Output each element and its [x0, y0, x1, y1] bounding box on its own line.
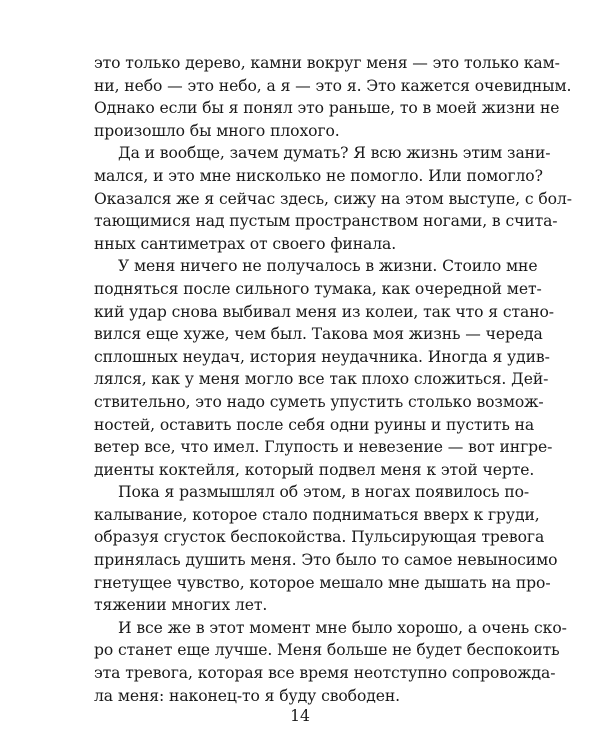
text-line: образуя сгусток беспокойства. Пульсирующая тревога — [94, 528, 545, 547]
text-line: ла меня: наконец-то я буду свободен. — [94, 686, 401, 705]
text-line: гнетущее чувство, которое мешало мне дышать на про- — [94, 573, 551, 592]
text-line: ветер все, что имел. Глупость и невезение — вот ингре- — [94, 438, 553, 457]
text-line: мался, и это мне нисколько не помогло. Или помогло? — [94, 166, 543, 185]
text-line: эта тревога, которая все время неотступно сопровожда- — [94, 664, 556, 683]
text-line: кий удар снова выбивал меня из колеи, так что я стано- — [94, 302, 554, 321]
text-line: диенты коктейля, который подвел меня к этой черте. — [94, 460, 535, 479]
text-line: нных сантиметрах от своего финала. — [94, 234, 397, 253]
text-line: калывание, которое стало подниматься вверх к груди, — [94, 505, 540, 524]
paragraph-2 — [94, 142, 572, 255]
paragraph-4 — [94, 481, 558, 617]
text-line: сплошных неудач, история неудачника. Иногда я удив- — [94, 347, 550, 366]
text-line: У меня ничего не получалось в жизни. Стоило мне — [118, 257, 538, 276]
text-line: ствительно, это надо суметь упустить столько возмож- — [94, 392, 544, 411]
text-line: это только дерево, камни вокруг меня — это только кам- — [94, 54, 560, 72]
text-line: принялась душить меня. Это было то самое невыносимо — [94, 551, 558, 570]
text-line: вился еще хуже, чем был. Такова моя жизнь — череда — [94, 325, 543, 344]
paragraph-5 — [94, 617, 567, 707]
body-text — [94, 52, 572, 707]
text-line: произошло бы много плохого. — [94, 121, 340, 140]
text-line: подняться после сильного тумака, как очередной мет- — [94, 279, 542, 298]
text-line: тяжении многих лет. — [94, 596, 268, 615]
text-line: Однако если бы я понял это раньше, то в моей жизни не — [94, 99, 560, 118]
text-line: ро станет еще лучше. Меня больше не будет беспокоить — [94, 641, 560, 660]
text-line: Пока я размышлял об этом, в ногах появилось по- — [118, 483, 530, 502]
paragraph-1 — [94, 52, 572, 142]
text-line: Да и вообще, зачем думать? Я всю жизнь этим зани- — [118, 144, 551, 163]
paragraph-3 — [94, 255, 554, 481]
text-line: ни, небо — это небо, а я — это я. Это кажется очевидным. — [94, 76, 572, 95]
page-number: 14 — [290, 707, 310, 725]
text-line: тающимися над пустым пространством ногами, в счита- — [94, 212, 558, 231]
text-line: лялся, как у меня могло все так плохо сложиться. Дей- — [94, 370, 549, 389]
text-line: Оказался же я сейчас здесь, сижу на этом выступе, с бол- — [94, 189, 572, 208]
text-line: И все же в этот момент мне было хорошо, а очень ско- — [118, 618, 567, 637]
text-line: ностей, оставить после себя одни руины и пустить на — [94, 415, 535, 434]
